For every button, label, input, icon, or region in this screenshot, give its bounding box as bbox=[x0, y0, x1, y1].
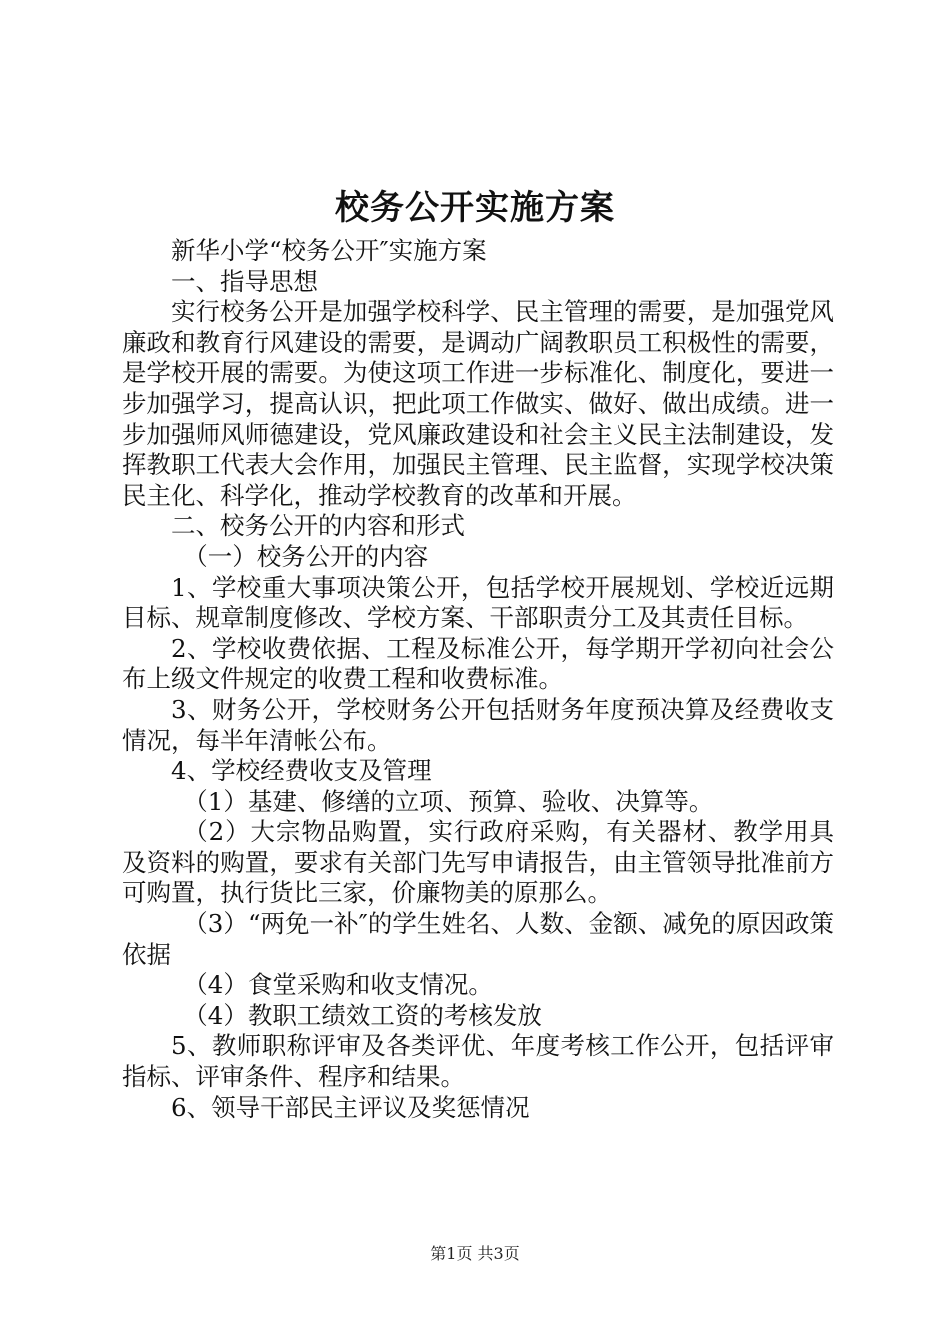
heading-guiding-ideology: 一、指导思想 bbox=[171, 266, 318, 296]
document-body bbox=[122, 236, 834, 1123]
document-title: 校务公开实施方案 bbox=[335, 188, 615, 228]
sub-item-4b: （4）教职工绩效工资的考核发放 bbox=[183, 1000, 542, 1030]
list-item-4: 4、学校经费收支及管理 bbox=[171, 756, 432, 786]
list-item-5: 5、教师职称评审及各类评优、年度考核工作公开，包括评审指标、评审条件、程序和结果。 bbox=[122, 1031, 834, 1092]
paragraph-guiding-ideology: 实行校务公开是加强学校科学、民主管理的需要，是加强党风廉政和教育行风建设的需要，是调动广阔教职员工积极性的需要，是学校开展的需要。为使这项工作进一步标准化、制度化，要进一步加强学习，提高认识，把此项工作做实、做好、做出成绩。进一步加强师风师德建设，党风廉政建设和社会主义民主法制建设，发挥教职工代表大会作用，加强民主管理、民主监督，实现学校决策民主化、科学化，推动学校教育的改革和开展。 bbox=[122, 297, 834, 510]
sub-item-2: （2）大宗物品购置，实行政府采购，有关器材、教学用具及资料的购置，要求有关部门先写申请报告，由主管领导批准前方可购置，执行货比三家，价廉物美的原那么。 bbox=[122, 817, 834, 908]
sub-item-3: （3）“两免一补″的学生姓名、人数、金额、减免的原因政策依据 bbox=[122, 909, 834, 969]
paragraph-subtitle: 新华小学“校务公开″实施方案 bbox=[171, 236, 487, 265]
list-item-1: 1、学校重大事项决策公开，包括学校开展规划、学校近远期目标、规章制度修改、学校方案、干部职责分工及其责任目标。 bbox=[122, 572, 834, 633]
heading-content-and-form: 二、校务公开的内容和形式 bbox=[171, 511, 465, 541]
sub-item-1: （1）基建、修缮的立项、预算、验收、决算等。 bbox=[183, 786, 714, 816]
list-item-3: 3、财务公开，学校财务公开包括财务年度预决算及经费收支情况，每半年清帐公布。 bbox=[122, 694, 834, 755]
page-number-footer: 第1页 共3页 bbox=[430, 1244, 520, 1263]
list-item-2: 2、学校收费依据、工程及标准公开，每学期开学初向社会公布上级文件规定的收费工程和收费标准。 bbox=[122, 633, 834, 694]
subheading-content: （一）校务公开的内容 bbox=[183, 541, 429, 571]
sub-item-4a: （4）食堂采购和收支情况。 bbox=[183, 970, 493, 1000]
list-item-6: 6、领导干部民主评议及奖惩情况 bbox=[171, 1092, 530, 1122]
